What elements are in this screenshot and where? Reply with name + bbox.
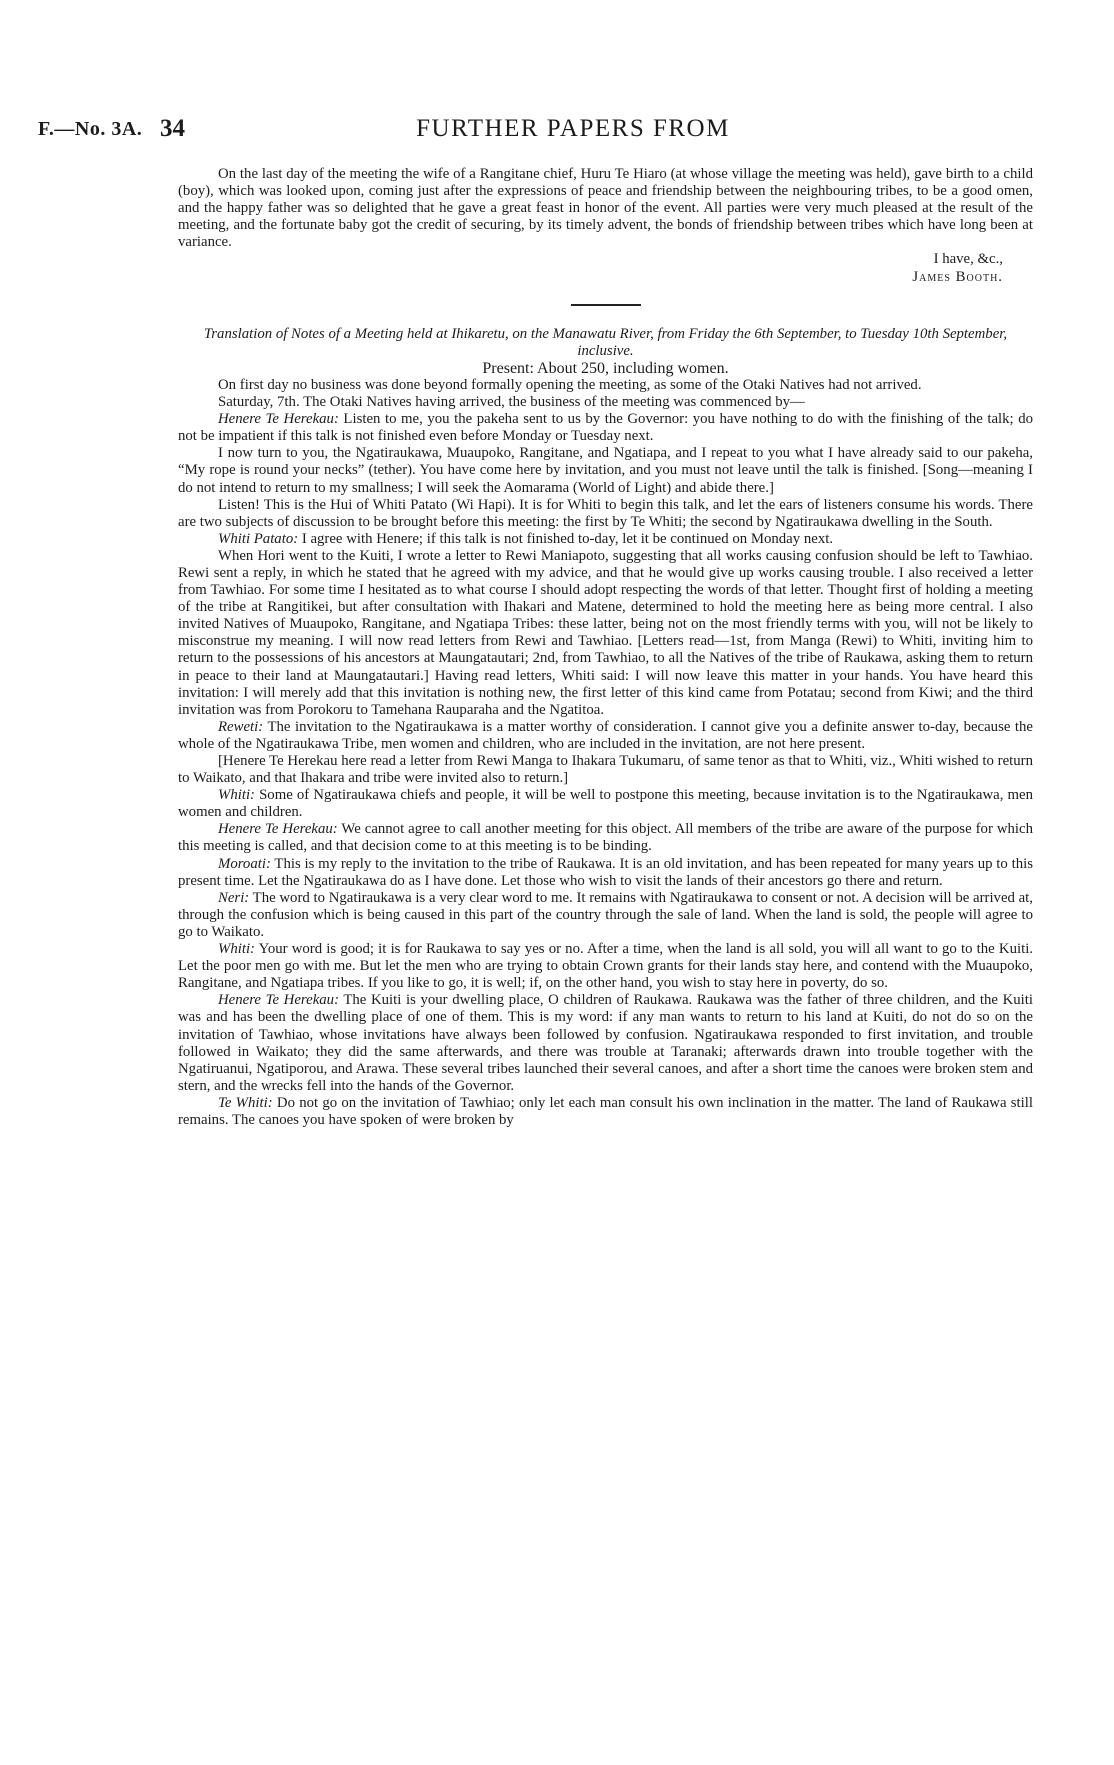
paragraph-text: I now turn to you, the Ngatiraukawa, Muaupoko, Rangitane, and Ngatiapa, and I repeat to you what I have already said to our pakeha, “My rope is round your necks” (tether). You have come here by invitation, and you must not leave until the talk is finished. [Song—meaning I do not intend to return to my smallness; I will seek the Aomarama (World of Light) and abide there.] [178, 445, 1033, 496]
speaker-name: Henere Te Herekau: [218, 821, 338, 838]
section-heading: Translation of Notes of a Meeting held at Ihikaretu, on the Manawatu River, from Friday the 6th September, to Tuesday 10th September, inclusive. [203, 325, 1008, 359]
paragraph-text: The word to Ngatiraukawa is a very clear word to me. It remains with Ngatiraukawa to consent or not. A decision will be arrived at, through the confusion which is being caused in this part of the country through the sale of land. When the land is sold, the people will agree to go to Waikato. [178, 889, 1033, 940]
minutes-paragraph [178, 531, 1033, 548]
paragraph-text: When Hori went to the Kuiti, I wrote a letter to Rewi Maniapoto, suggesting that all works causing confusion should be left to Tawhiao. Rewi sent a reply, in which he stated that he agreed with my advice, and that he would give up works causing trouble. I also received a letter from Tawhiao. For some time I hesitated as to what course I should adopt respecting the words of that letter. Thought first of holding a meeting of the tribe at Rangitikei, but after consultation with Ihakari and Matene, determined to hold the meeting here as being more central. I also invited Natives of Muaupoko, Rangitane, and Ngatiapa Tribes: these latter, being not on the most friendly terms with you, will not be likely to misconstrue my meaning. I will now read letters from Rewi and Tawhiao. [Letters read—1st, from Manga (Rewi) to Whiti, inviting him to return to the possessions of his ancestors at Maungatautari; 2nd, from Tawhiao, to all the Natives of the tribe of Raukawa, asking them to return in peace to their land at Maungatautari.] Having read letters, Whiti said: I will now leave this matter in your hands. You have heard this invitation: I will merely add that this invitation is nothing new, the first letter of this kind came from Potatau; second from Kiwi; and the third invitation was from Porokoru to Tamehana Rauparaha and the Ngatitoa. [178, 547, 1033, 718]
minutes-paragraph [178, 497, 1033, 531]
minutes-paragraph [178, 719, 1033, 753]
paragraph-text: Listen to me, you the pakeha sent to us by the Governor: you have nothing to do with the finishing of the talk; do not be impatient if this talk is not finished even before Monday or Tuesday next. [178, 411, 1033, 445]
running-title: FURTHER PAPERS FROM [416, 115, 730, 142]
speaker-name: Moroati: [218, 855, 271, 872]
paragraph-text: [Henere Te Herekau here read a letter from Rewi Manga to Ihakara Tukumaru, of same tenor as that to Whiti, viz., Whiti wished to return to Waikato, and that Ihakara and tribe were invited also to return.] [178, 753, 1033, 787]
minutes-paragraph [178, 394, 1033, 411]
minutes-paragraph [178, 753, 1033, 787]
minutes-paragraph [178, 821, 1033, 855]
speaker-name: Whiti Patato: [218, 530, 299, 547]
paragraph-text: We cannot agree to call another meeting for this object. All members of the tribe are aware of the purpose for which this meeting is called, and that decision come to at this meeting is to be binding. [178, 821, 1034, 855]
minutes-paragraph [178, 411, 1033, 445]
paragraph-text: Your word is good; it is for Raukawa to say yes or no. After a time, when the land is all sold, you will all want to go to the Kuiti. Let the poor men go with me. But let the men who are trying to obtain Crown grants for their lands stay here, and contend with the Muaupoko, Rangitane, and Ngatiapa tribes. If you like to go, it is well; if, on the other hand, you wish to stay here in poverty, do so. [178, 941, 1033, 992]
paragraph-text: I agree with Henere; if this talk is not finished to-day, let it be continued on Monday next. [298, 530, 834, 547]
speaker-name: Reweti: [218, 718, 264, 735]
minutes-paragraph [178, 787, 1033, 821]
paragraph-text: Some of Ngatiraukawa chiefs and people, it will be well to postpone this meeting, because invitation is to the Ngatiraukawa, men women and children. [178, 787, 1033, 821]
attendance-line: Present: About 250, including women. [482, 359, 729, 377]
section-divider [571, 304, 641, 306]
letter-signature: James Booth. [912, 268, 1003, 285]
minutes-paragraph [178, 445, 1033, 496]
paragraph-text: Listen! This is the Hui of Whiti Patato (Wi Hapi). It is for Whiti to begin this talk, and let the ears of listeners consume his words. There are two subjects of discussion to be brought before this meeting: the first by Te Whiti; the second by Ngatiraukawa dwelling in the South. [178, 496, 1033, 530]
paragraph-text: The invitation to the Ngatiraukawa is a matter worthy of consideration. I cannot give you a definite answer to-day, because the whole of the Ngatiraukawa Tribe, men women and children, who are included in the invitation, are not here present. [178, 718, 1033, 752]
minutes-paragraph [178, 377, 1033, 394]
letter-signoff [178, 251, 1033, 285]
minutes-paragraph [178, 856, 1033, 890]
speaker-name: Neri: [218, 889, 250, 906]
letter-closing: I have, &c., [933, 251, 1003, 268]
meeting-minutes [178, 377, 1033, 1129]
speaker-name: Whiti: [218, 787, 255, 804]
speaker-name: Henere Te Herekau: [218, 992, 339, 1009]
paragraph-text: On first day no business was done beyond formally opening the meeting, as some of the Otaki Natives had not arrived. [218, 376, 922, 393]
page-number: 34 [160, 115, 185, 142]
minutes-paragraph [178, 890, 1033, 941]
speaker-name: Whiti: [218, 941, 255, 958]
speaker-name: Te Whiti: [218, 1094, 273, 1111]
paragraph-text: Do not go on the invitation of Tawhiao; only let each man consult his own inclination in the matter. The land of Raukawa still remains. The canoes you have spoken of were broken by [178, 1094, 1033, 1128]
speaker-name: Henere Te Herekau: [218, 411, 339, 428]
minutes-paragraph [178, 992, 1033, 1095]
minutes-paragraph [178, 941, 1033, 992]
document-body [178, 166, 1033, 1129]
paper-reference: F.—No. 3A. [38, 118, 143, 140]
paragraph-text: The Kuiti is your dwelling place, O children of Raukawa. Raukawa was the father of three children, and the Kuiti was and has been the dwelling place of one of them. This is my word: if any man wants to return to his land at Kuiti, do not do so on the invitation of Tawhiao, whose invitations have always been followed by confusion. Ngatiraukawa responded to first invitation, and trouble followed in Waikato; they did the same afterwards, and there was trouble at Taranaki; afterwards drawn into trouble together with the Ngatiruanui, Ngatiporou, and Arawa. These several tribes launched their several canoes, and after a short time the canoes were broken stem and stern, and the wrecks fell into the hands of the Governor. [178, 992, 1034, 1094]
letter-paragraph: On the last day of the meeting the wife of a Rangitane chief, Huru Te Hiaro (at whose village the meeting was held), gave birth to a child (boy), which was looked upon, coming just after the expressions of peace and friendship between the neighbouring tribes, to be a good omen, and the happy father was so delighted that he gave a great feast in honor of the event. All parties were very much pleased at the result of the meeting, and the fortunate baby got the credit of securing, by its timely advent, the bonds of friendship between tribes which have long been at variance. [178, 166, 1033, 251]
page-header [38, 112, 1078, 152]
minutes-paragraph [178, 548, 1033, 719]
minutes-paragraph [178, 1095, 1033, 1129]
paragraph-text: Saturday, 7th. The Otaki Natives having arrived, the business of the meeting was commenced by— [218, 394, 805, 411]
paragraph-text: This is my reply to the invitation to the tribe of Raukawa. It is an old invitation, and has been repeated for many years up to this present time. Let the Ngatiraukawa do as I have done. Let those who wish to visit the lands of their ancestors go there and return. [178, 855, 1033, 889]
